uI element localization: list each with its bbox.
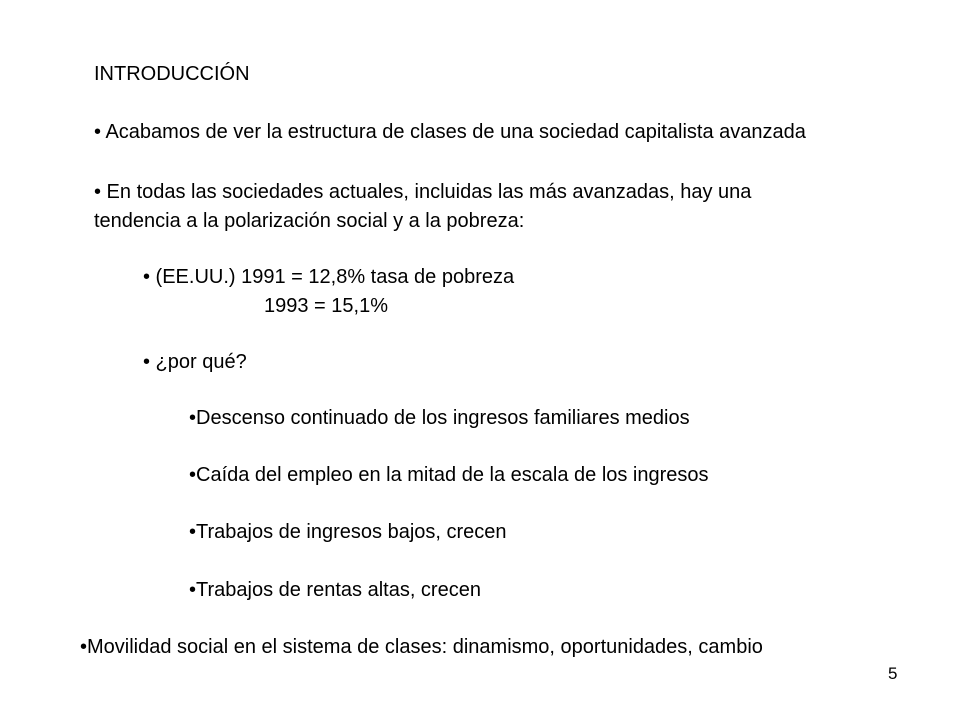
list-item: •Caída del empleo en la mitad de la escala de los ingresos bbox=[189, 464, 709, 486]
bullet-class-structure: • Acabamos de ver la estructura de clases de una sociedad capitalista avanzada bbox=[94, 121, 806, 143]
sub-bullet-poverty-rate-1993: 1993 = 15,1% bbox=[264, 295, 388, 317]
slide-title: INTRODUCCIÓN bbox=[94, 63, 250, 85]
page-number: 5 bbox=[888, 664, 898, 683]
sub-bullet-poverty-rate-1991: • (EE.UU.) 1991 = 12,8% tasa de pobreza bbox=[143, 266, 515, 288]
bullet-social-mobility: •Movilidad social en el sistema de clases: dinamismo, oportunidades, cambio bbox=[80, 636, 763, 658]
sub-bullet-why: • ¿por qué? bbox=[143, 351, 247, 373]
bullet-polarization-line1: • En todas las sociedades actuales, incluidas las más avanzadas, hay una bbox=[94, 181, 752, 203]
list-item: •Descenso continuado de los ingresos familiares medios bbox=[189, 407, 690, 429]
bullet-polarization-line2: tendencia a la polarización social y a la pobreza: bbox=[94, 210, 525, 232]
list-item: •Trabajos de ingresos bajos, crecen bbox=[189, 521, 507, 543]
list-item: •Trabajos de rentas altas, crecen bbox=[189, 579, 481, 601]
